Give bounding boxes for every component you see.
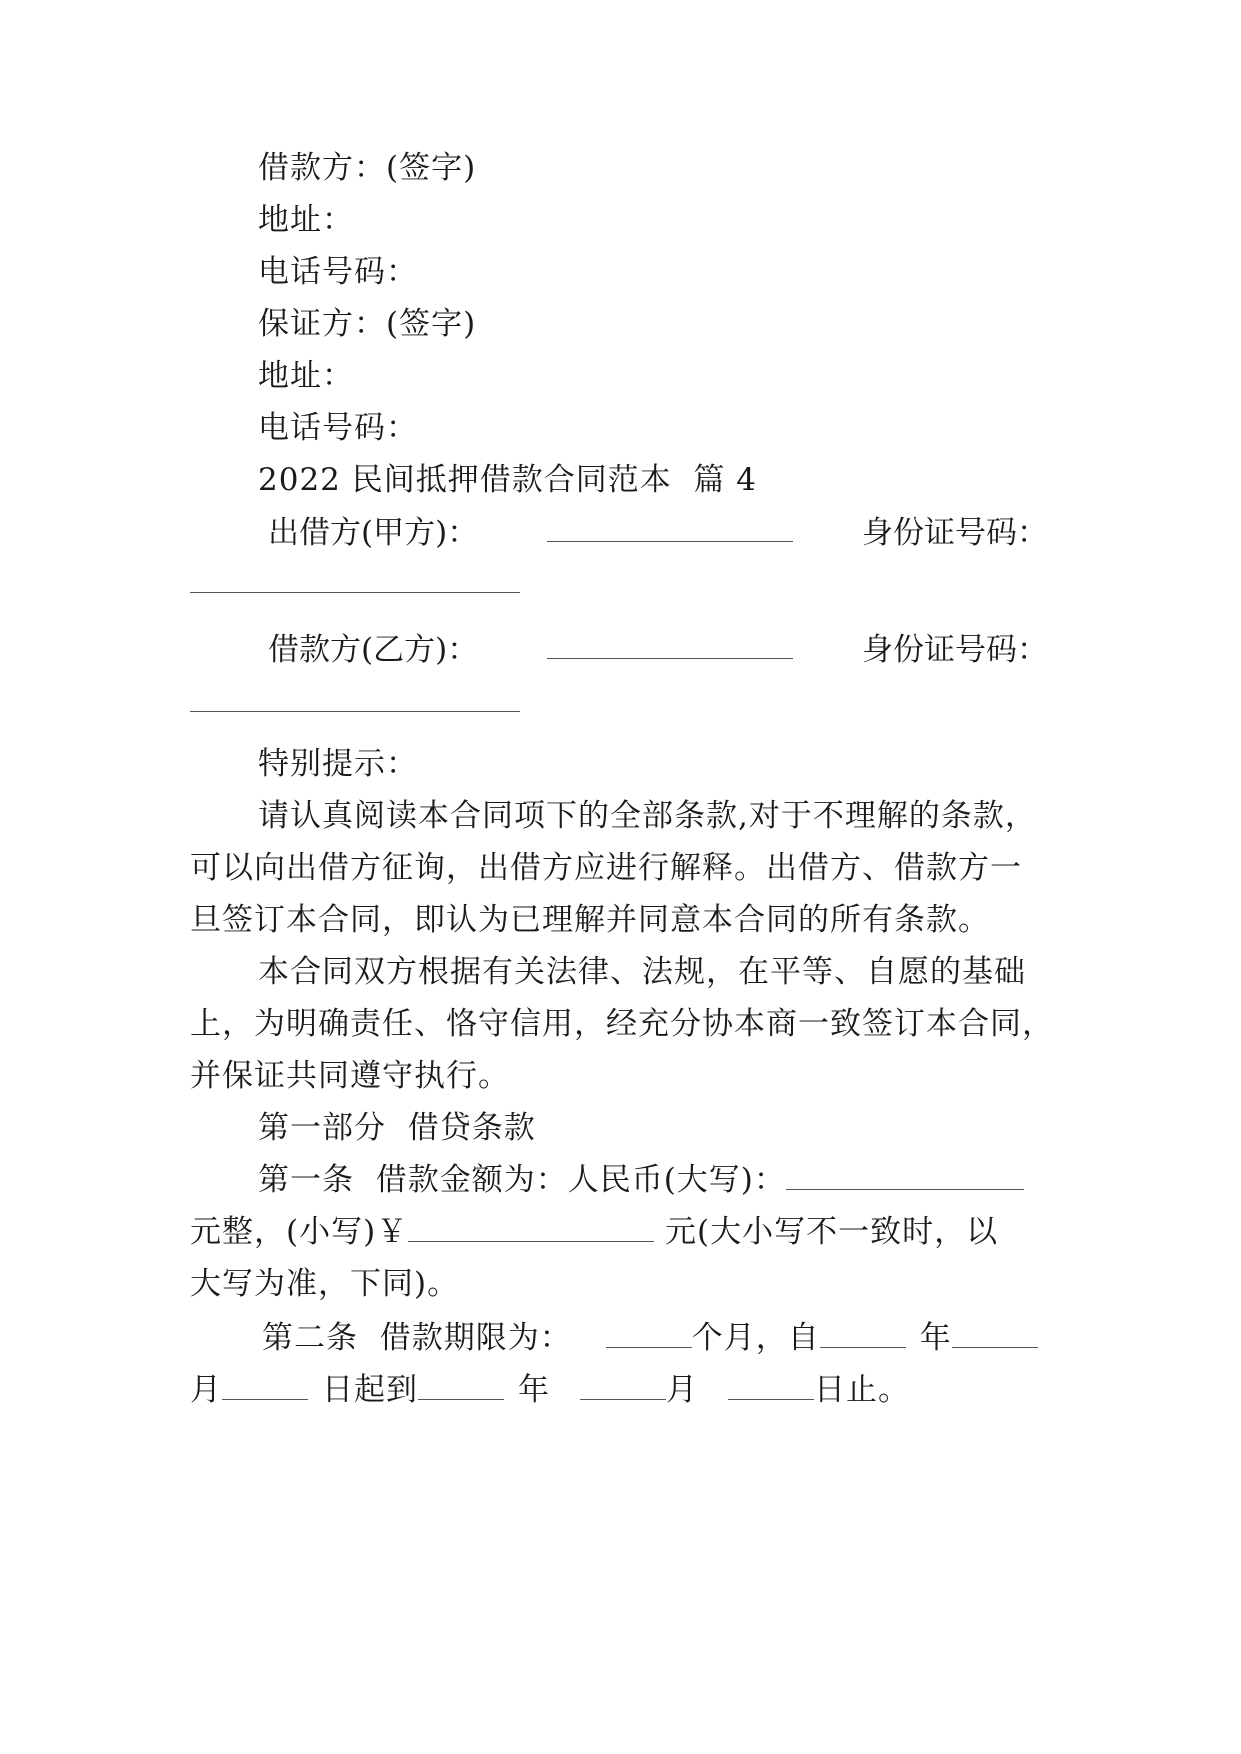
article2-months-text: 个月，自: [691, 1320, 820, 1356]
article2-year2-text: 年: [518, 1372, 550, 1408]
article2-line2: [190, 1370, 910, 1410]
guarantor-signature-label: 保证方：(签字): [258, 306, 477, 342]
article1-line3: 大写为准，下同)。: [190, 1266, 460, 1302]
article2-from-text: 日起到: [322, 1372, 418, 1408]
lender-row: [268, 513, 1048, 553]
borrower-address-label: 地址：: [258, 202, 354, 238]
borrower-name-blank: [547, 630, 793, 659]
guarantor-phone-label: 电话号码：: [258, 410, 418, 446]
borrower-id-blank: [190, 711, 520, 712]
borrower-phone-label: 电话号码：: [258, 254, 418, 290]
article2-line1: [262, 1318, 1038, 1358]
lender-id-blank: [190, 592, 520, 593]
article1-line1: [258, 1160, 1024, 1200]
notice-p2-line3: 并保证共同遵守执行。: [190, 1058, 510, 1094]
end-month-blank: [580, 1371, 666, 1400]
borrower-party-label: 借款方(乙方)：: [268, 632, 479, 668]
notice-p2-line1: 本合同双方根据有关法律、法规，在平等、自愿的基础: [258, 954, 1026, 990]
lender-name-blank: [547, 513, 793, 542]
notice-heading: 特别提示：: [258, 746, 418, 782]
start-day-blank: [222, 1371, 308, 1400]
lender-label: 出借方(甲方)：: [268, 515, 479, 551]
article2-to-text: 日止。: [814, 1372, 910, 1408]
borrower-row: [268, 630, 1048, 670]
article1-line2: [190, 1212, 998, 1252]
article1-note: 元(大小写不一致时，以: [654, 1214, 999, 1250]
article1-amount-label: 第一条 借款金额为：人民币(大写)：: [258, 1162, 786, 1198]
article2-term-label: 第二条 借款期限为：: [262, 1320, 572, 1356]
lender-id-label: 身份证号码：: [861, 515, 1048, 551]
notice-p1-line1: 请认真阅读本合同项下的全部条款,对于不理解的条款，: [258, 798, 1037, 834]
article2-month2-text: 月: [666, 1372, 698, 1408]
notice-p2-line2: 上，为明确责任、恪守信用，经充分协本商一致签订本合同，: [190, 1006, 1054, 1042]
article1-lowercase-label: 元整，(小写)￥: [190, 1214, 409, 1250]
article2-year-text: 年: [919, 1320, 952, 1356]
article2-month-text: 月: [190, 1372, 222, 1408]
notice-p1-line2: 可以向出借方征询，出借方应进行解释。出借方、借款方一: [190, 850, 1022, 886]
part1-title: 第一部分 借贷条款: [258, 1110, 536, 1146]
start-year-blank: [820, 1319, 906, 1348]
borrower-id-label: 身份证号码：: [861, 632, 1048, 668]
start-month-blank: [952, 1319, 1038, 1348]
notice-p1-line3: 旦签订本合同，即认为已理解并同意本合同的所有条款。: [190, 902, 990, 938]
end-year-blank: [418, 1371, 504, 1400]
end-day-blank: [728, 1371, 814, 1400]
amount-uppercase-blank: [786, 1161, 1024, 1190]
guarantor-address-label: 地址：: [258, 358, 354, 394]
months-blank: [606, 1319, 692, 1348]
amount-lowercase-blank: [408, 1213, 654, 1242]
section-title: 2022 民间抵押借款合同范本 篇 4: [258, 462, 758, 498]
borrower-signature-label: 借款方：(签字): [258, 150, 477, 186]
